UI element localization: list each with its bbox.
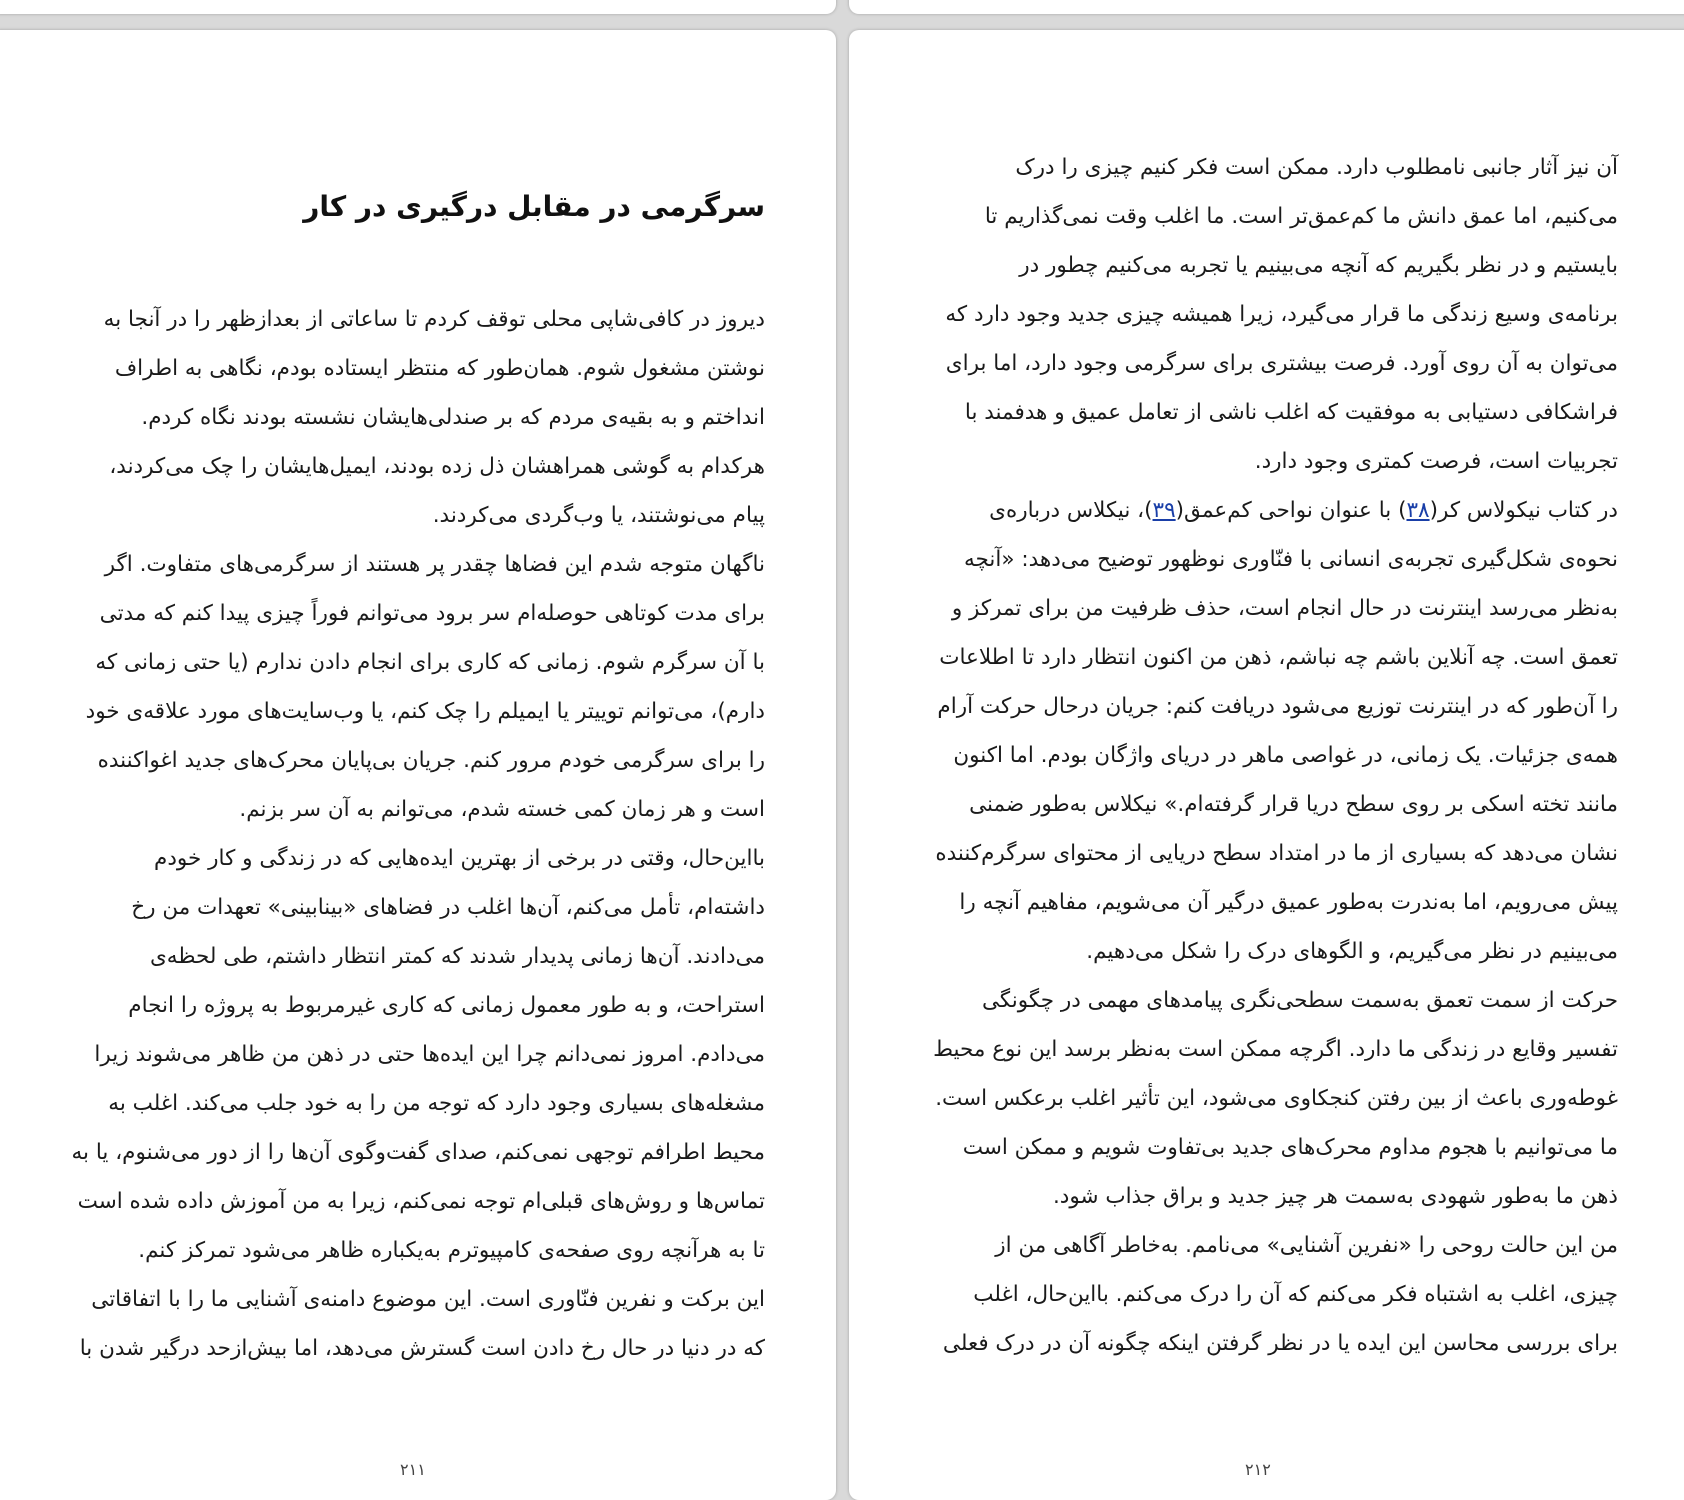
text-line: می‌بینیم در نظر می‌گیریم، و الگوهای درک را شکل می‌دهیم. xyxy=(1086,939,1618,964)
text-line: تماس‌ها و روش‌های قبلی‌ام توجه نمی‌کنم، زیرا به من آموزش داده شده است xyxy=(77,1189,765,1214)
text-line: می‌کنیم، اما عمق دانش ما کم‌عمق‌تر است. ما اغلب وقت نمی‌گذاریم تا xyxy=(984,204,1618,229)
text-line: داشته‌ام، تأمل می‌کنم، آن‌ها اغلب در فضاهای «بینابینی» تعهدات من رخ xyxy=(131,895,765,920)
text-line: حرکت از سمت تعمق به‌سمت سطحی‌نگری پیامدهای مهمی در چگونگی xyxy=(981,988,1618,1013)
text-line: را برای سرگرمی خودم مرور کنم. جریان بی‌پایان محرک‌های جدید اغواکننده xyxy=(97,748,765,773)
text-line: تعمق است. چه آنلاین باشم چه نباشم، ذهن من اکنون انتظار دارد تا اطلاعات xyxy=(939,645,1618,670)
citation-line xyxy=(918,486,1618,535)
text-line: ناگهان متوجه شدم این فضاها چقدر پر هستند از سرگرمی‌های متفاوت. اگر xyxy=(104,552,765,577)
text-line: دیروز در کافی‌شاپی محلی توقف کردم تا ساعاتی از بعدازظهر را در آنجا به xyxy=(103,307,765,332)
text-line: بایستیم و در نظر بگیریم که آنچه می‌بینیم یا تجربه می‌کنیم چطور در xyxy=(1019,253,1618,278)
text-line: من این حالت روحی را «نفرین آشنایی» می‌نامم. به‌خاطر آگاهی من از xyxy=(995,1233,1618,1258)
text-line: استراحت، و به طور معمول زمانی که کاری غیرمربوط به پروژه را انجام xyxy=(128,993,765,1018)
text-line: فراشکافی دستیابی به موفقیت که اغلب ناشی از تعامل عمیق و هدفمند با xyxy=(964,400,1618,425)
text-line: می‌دادم. امروز نمی‌دانم چرا این ایده‌ها حتی در ذهن من ظاهر می‌شوند زیرا xyxy=(94,1042,765,1067)
text-line: می‌دادند. آن‌ها زمانی پدیدار شدند که کمتر انتظار داشتم، طی لحظه‌ی xyxy=(149,944,765,969)
text-line: نوشتن مشغول شوم. همان‌طور که منتظر ایستاده بودم، نگاهی به اطراف xyxy=(114,356,765,381)
text-line: با آن سرگرم شوم. زمانی که کاری برای انجام دادن ندارم (یا حتی زمانی که xyxy=(95,650,765,675)
text-line: آن نیز آثار جانبی نامطلوب دارد. ممکن است فکر کنیم چیزی را درک xyxy=(1015,155,1618,180)
text-line: نحوه‌ی شکل‌گیری تجربه‌ی انسانی با فنّاوری نوظهور توضیح می‌دهد: «آنچه xyxy=(964,547,1618,572)
text-line: مانند تخته اسکی بر روی سطح دریا قرار گرفته‌ام.» نیکلاس به‌طور ضمنی xyxy=(969,792,1618,817)
text-line: نشان می‌دهد که بسیاری از ما در امتداد سطح دریایی از محتوای سرگرم‌کننده xyxy=(935,841,1618,866)
text-line: پیش می‌رویم، اما به‌ندرت به‌طور عمیق درگیر آن می‌شویم، مفاهیم آنچه را xyxy=(959,890,1618,915)
section-heading: سرگرمی در مقابل درگیری در کار xyxy=(303,190,765,223)
citation-text: در کتاب نیکولاس کر( xyxy=(1429,498,1618,523)
text-line: دارم)، می‌توانم توییتر یا ایمیلم را چک کنم، یا وب‌سایت‌های مورد علاقه‌ی خود xyxy=(85,699,765,724)
previous-page-edge-left xyxy=(0,0,836,14)
text-line: پیام می‌نوشتند، یا وب‌گردی می‌کردند. xyxy=(432,503,765,528)
text-line: همه‌ی جزئیات. یک زمانی، در غواصی ماهر در دریای واژگان بودم. اما اکنون xyxy=(953,743,1618,768)
right-page-body xyxy=(918,143,1618,1368)
page-number-left: ۲۱۱ xyxy=(400,1460,426,1479)
text-line: تا به هرآنچه روی صفحه‌ی کامپیوترم به‌یکباره ظاهر می‌شود تمرکز کنم. xyxy=(138,1238,765,1263)
text-line: این برکت و نفرین فنّاوری است. این موضوع دامنه‌ی آشنایی ما را با اتفاقاتی xyxy=(91,1287,765,1312)
citation-text: )، نیکلاس درباره‌ی xyxy=(989,498,1153,523)
text-line: را آن‌طور که در اینترنت توزیع می‌شود دریافت کنم: جریان درحال حرکت آرام xyxy=(937,694,1618,719)
text-line: انداختم و به بقیه‌ی مردم که بر صندلی‌هایشان نشسته بودند نگاه کردم. xyxy=(141,405,765,430)
page-number-right: ۲۱۲ xyxy=(1245,1460,1271,1479)
text-line: مشغله‌های بسیاری وجود دارد که توجه من را به خود جلب می‌کند. اغلب به xyxy=(108,1091,765,1116)
text-line: محیط اطرافم توجهی نمی‌کنم، صدای گفت‌وگوی آن‌ها را از دور می‌شنوم، یا به xyxy=(71,1140,765,1165)
text-line: چیزی، اغلب به اشتباه فکر می‌کنم که آن را درک می‌کنم. بااین‌حال، اغلب xyxy=(973,1282,1618,1307)
text-line: برای بررسی محاسن این ایده یا در نظر گرفتن اینکه چگونه آن در درک فعلی xyxy=(942,1331,1618,1356)
text-line: تفسیر وقایع در زندگی ما دارد. اگرچه ممکن است به‌نظر برسد این نوع محیط xyxy=(933,1037,1618,1062)
text-line: ذهن ما به‌طور شهودی به‌سمت هر چیز جدید و براق جذاب شود. xyxy=(1052,1184,1618,1209)
text-line: ما می‌توانیم با هجوم مداوم محرک‌های جدید بی‌تفاوت شویم و ممکن است xyxy=(962,1135,1618,1160)
footnote-link-38[interactable]: ۳۸ xyxy=(1406,498,1430,523)
text-line: که در دنیا در حال رخ دادن است گسترش می‌دهد، اما بیش‌ازحد درگیر شدن با xyxy=(79,1336,765,1361)
text-line: به‌نظر می‌رسد اینترنت در حال انجام است، حذف ظرفیت من برای تمرکز و xyxy=(951,596,1618,621)
previous-page-edge-right xyxy=(849,0,1684,14)
text-line: هرکدام به گوشی همراهشان ذل زده بودند، ایمیل‌هایشان را چک می‌کردند، xyxy=(109,454,765,479)
text-line: غوطه‌وری باعث از بین رفتن کنجکاوی می‌شود، این تأثیر اغلب برعکس است. xyxy=(935,1086,1618,1111)
text-line: تجربیات است، فرصت کمتری وجود دارد. xyxy=(1254,449,1618,474)
text-line: است و هر زمان کمی خسته شدم، می‌توانم به آن سر بزنم. xyxy=(239,797,765,822)
text-line: برای مدت کوتاهی حوصله‌ام سر برود می‌توانم فوراً چیزی پیدا کنم که مدتی xyxy=(99,601,765,626)
text-line: بااین‌حال، وقتی در برخی از بهترین ایده‌هایی که در زندگی و کار خودم xyxy=(154,846,765,871)
footnote-link-39[interactable]: ۳۹ xyxy=(1152,498,1176,523)
left-page-body xyxy=(70,295,765,1373)
citation-text: ) با عنوان نواحی کم‌عمق( xyxy=(1175,498,1407,523)
text-line: می‌توان به آن روی آورد. فرصت بیشتری برای سرگرمی وجود دارد، اما برای xyxy=(945,351,1618,376)
text-line: برنامه‌ی وسیع زندگی ما قرار می‌گیرد، زیرا همیشه چیزی جدید وجود دارد که xyxy=(945,302,1618,327)
